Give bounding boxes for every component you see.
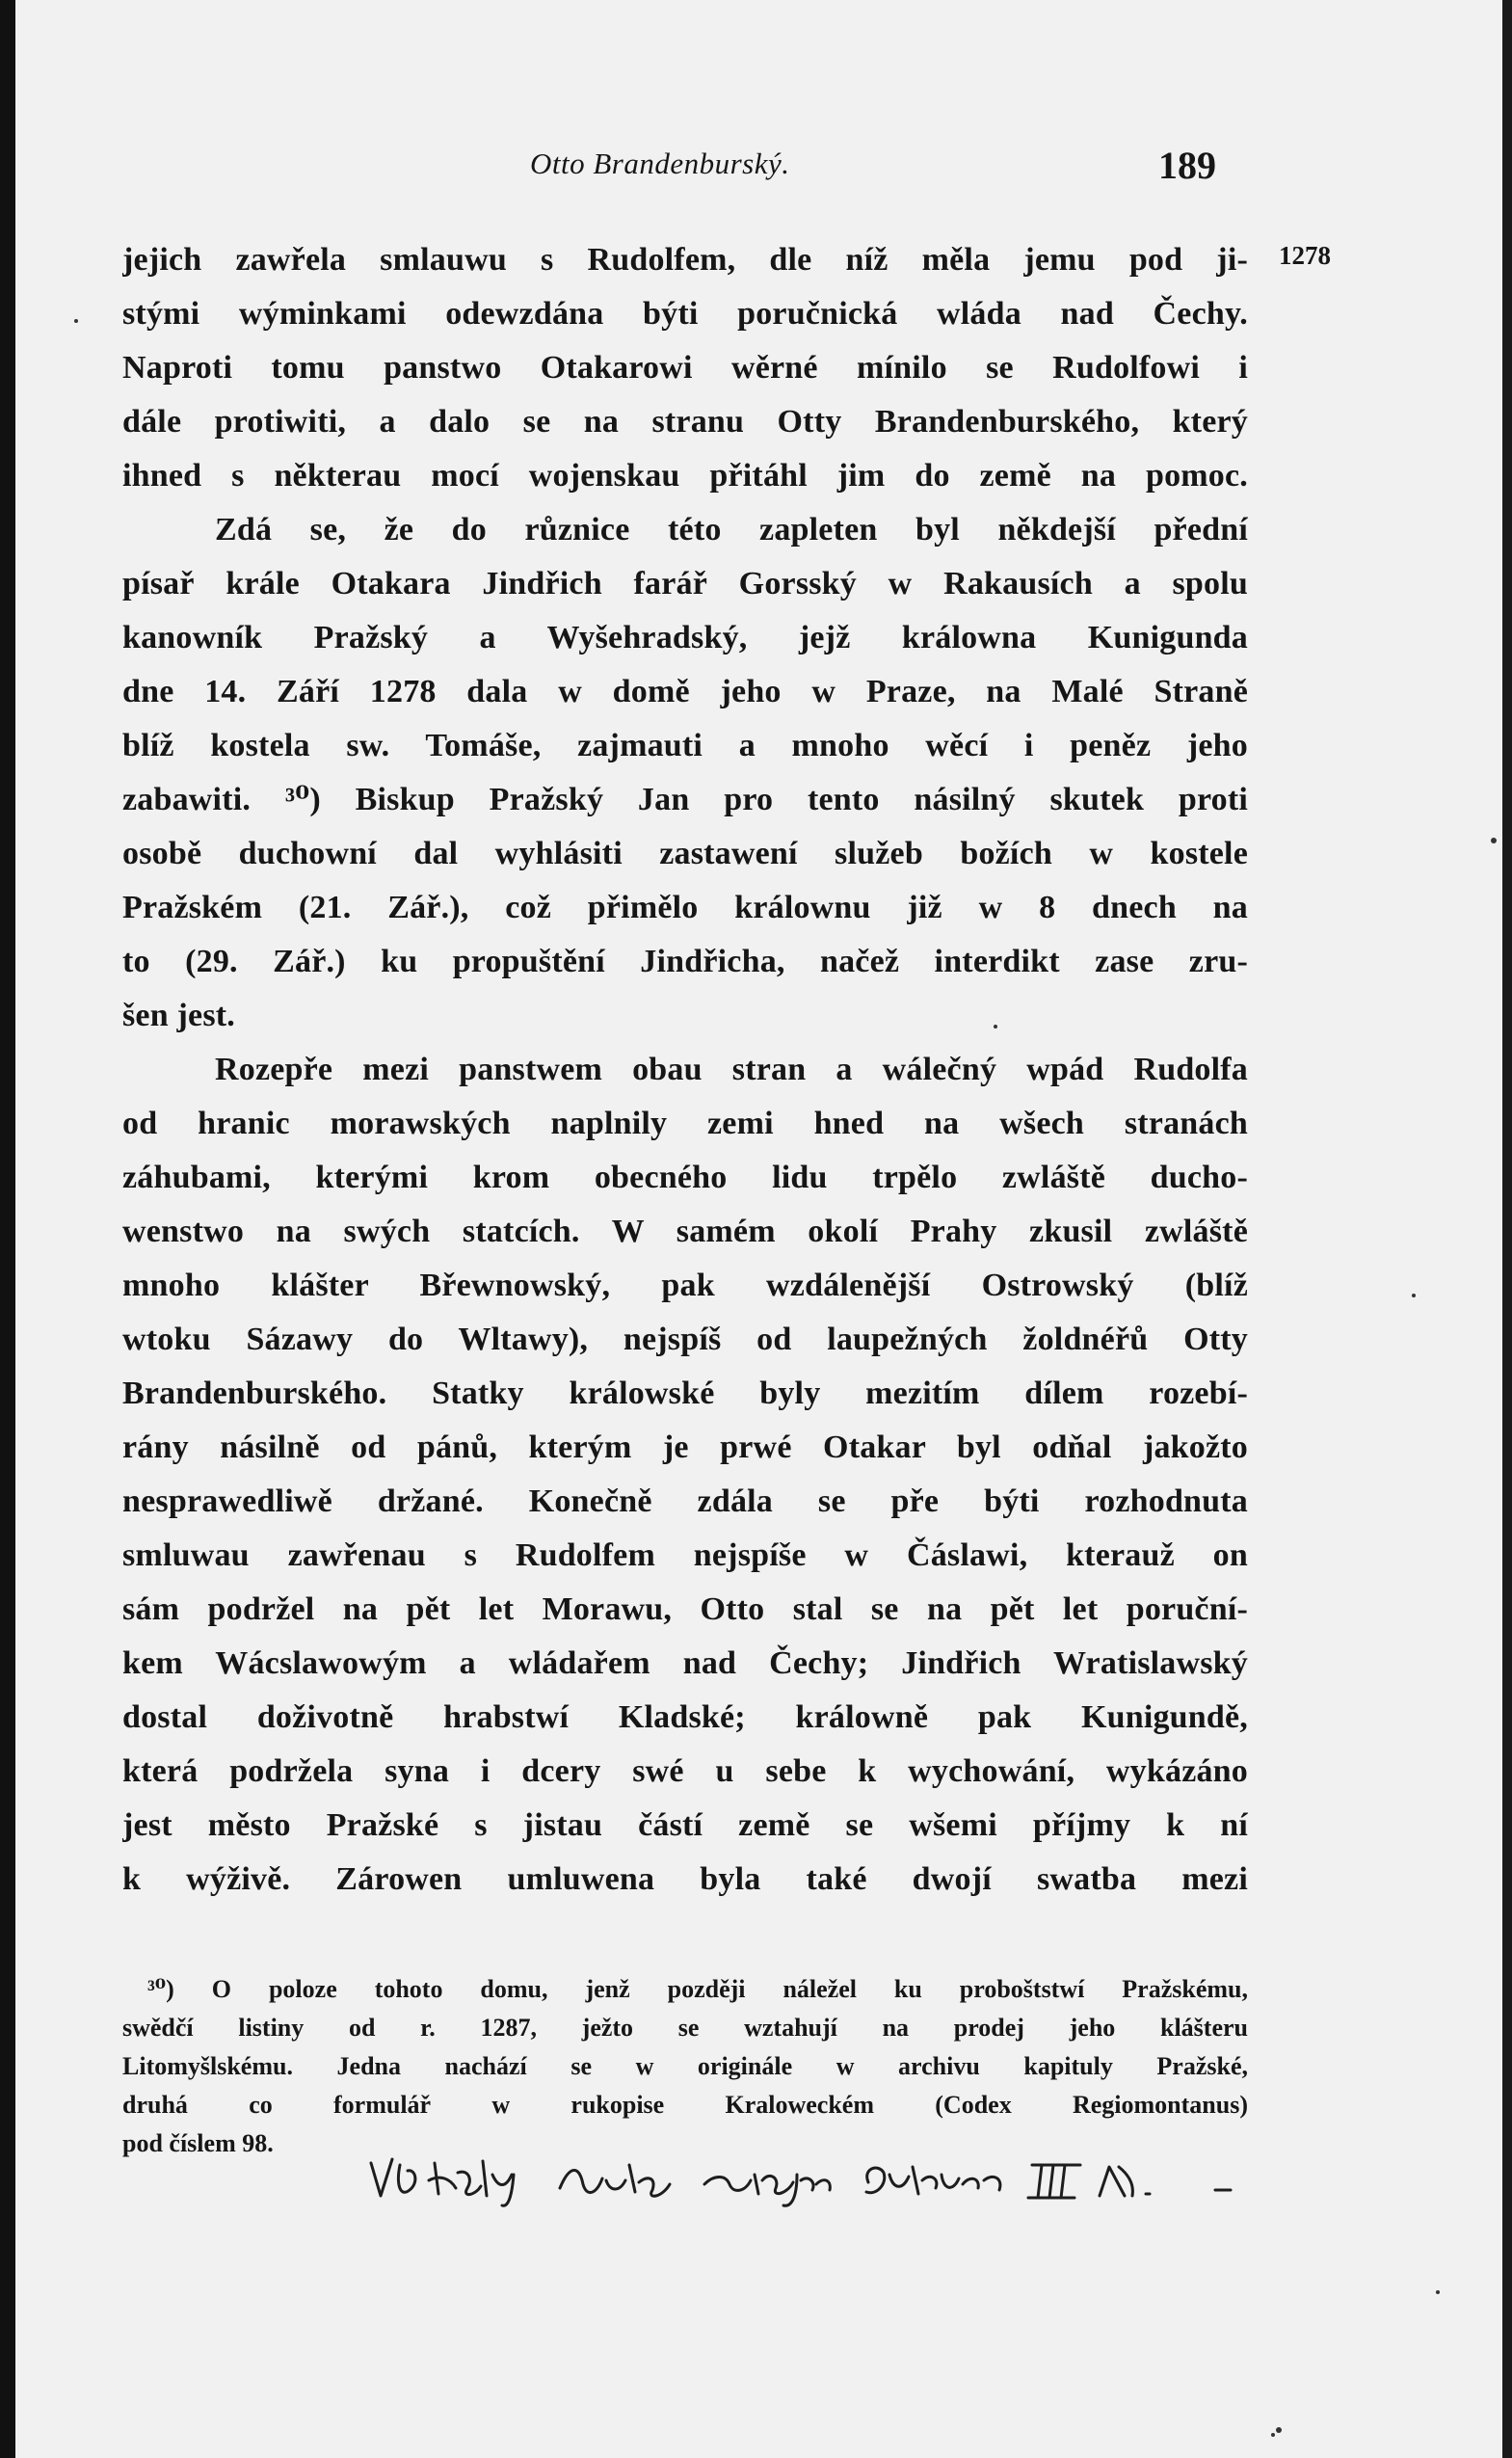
text-line: zabawiti. ³⁰) Biskup Pražský Jan pro tento násilný skutek proti bbox=[122, 782, 1248, 817]
text-line: to (29. Zář.) ku propuštění Jindřicha, načež interdikt zase zru- bbox=[122, 944, 1248, 979]
scan-edge-right bbox=[1502, 0, 1512, 2458]
text-line: ihned s některau mocí wojenskau přitáhl jim do země na pomoc. bbox=[122, 458, 1248, 494]
scan-edge-left bbox=[0, 0, 15, 2458]
text-line: Brandenburského. Statky králowské byly mezitím dílem rozebí- bbox=[122, 1376, 1248, 1411]
text-line: Rozepře mezi panstwem obau stran a wálečný wpád Rudolfa bbox=[215, 1052, 1248, 1087]
text-line: písař krále Otakara Jindřich farář Gorsský w Rakausích a spolu bbox=[122, 566, 1248, 601]
text-line: záhubami, kterými krom obecného lidu trpělo zwláště ducho- bbox=[122, 1160, 1248, 1195]
text-line: k wýživě. Zárowen umluwena byla také dwojí swatba mezi bbox=[122, 1861, 1248, 1897]
text-line: wenstwo na swých statcích. W samém okolí Prahy zkusil zwláště bbox=[122, 1214, 1248, 1249]
body-text bbox=[122, 233, 1248, 1907]
text-line: stými wýminkami odewzdána býti poručnická wláda nad Čechy. bbox=[122, 296, 1248, 332]
book-page bbox=[15, 0, 1502, 2458]
text-line: jest město Pražské s jistau částí země se wšemi příjmy k ní bbox=[122, 1807, 1248, 1843]
text-line: smluwau zawřenau s Rudolfem nejspíše w Čáslawi, kterauž on bbox=[122, 1537, 1248, 1573]
running-head: Otto Brandenburský. bbox=[530, 147, 790, 180]
text-line: Pražském (21. Zář.), což přimělo králownu již w 8 dnech na bbox=[122, 890, 1248, 925]
paragraph-1 bbox=[122, 233, 1248, 503]
footnote-line: Litomyšlskému. Jedna nachází se w originále w archivu kapituly Pražské, bbox=[122, 2052, 1248, 2080]
text-line: Naproti tomu panstwo Otakarowi wěrné mínilo se Rudolfowi i bbox=[122, 350, 1248, 386]
text-line: rány násilně od pánů, kterým je prwé Otakar byl odňal jakožto bbox=[122, 1429, 1248, 1465]
text-line: osobě duchowní dal wyhlásiti zastawení služeb božích w kostele bbox=[122, 836, 1248, 871]
text-line: od hranic morawských naplnily zemi hned na wšech stranách bbox=[122, 1106, 1248, 1141]
text-line: jejich zawřela smlauwu s Rudolfem, dle níž měla jemu pod ji- bbox=[122, 242, 1248, 278]
footnote-line: ³⁰) O poloze tohoto domu, jenž později náležel ku proboštstwí Pražskému, bbox=[147, 1975, 1248, 2003]
footnote-line: pod číslem 98. bbox=[122, 2129, 274, 2157]
text-line: která podržela syna i dcery swé u sebe k wychowání, wykázáno bbox=[122, 1753, 1248, 1789]
text-line: Zdá se, že do různice této zapleten byl někdejší přední bbox=[215, 512, 1248, 548]
footnote-line: druhá co formulář w rukopise Kraloweckém (Codex Regiomontanus) bbox=[122, 2091, 1248, 2119]
text-line: sám podržel na pět let Morawu, Otto stal se na pět let poruční- bbox=[122, 1591, 1248, 1627]
handwritten-annotation bbox=[367, 2146, 1244, 2213]
text-line: wtoku Sázawy do Wltawy), nejspíš od laupežných žoldnéřů Otty bbox=[122, 1322, 1248, 1357]
text-line: dne 14. Září 1278 dala w domě jeho w Praze, na Malé Straně bbox=[122, 674, 1248, 709]
text-line: šen jest. bbox=[122, 998, 235, 1033]
text-line: mnoho klášter Břewnowský, pak wzdálenější Ostrowský (blíž bbox=[122, 1268, 1248, 1303]
footnote bbox=[122, 1970, 1248, 2163]
text-line: blíž kostela sw. Tomáše, zajmauti a mnoho wěcí i peněz jeho bbox=[122, 728, 1248, 763]
paragraph-2 bbox=[122, 503, 1248, 1043]
paragraph-3 bbox=[122, 1043, 1248, 1907]
text-line: kanowník Pražský a Wyšehradský, jejž králowna Kunigunda bbox=[122, 620, 1248, 655]
footnote-line: swědčí listiny od r. 1287, ježto se wztahují na prodej jeho klášteru bbox=[122, 2014, 1248, 2042]
page-number: 189 bbox=[1158, 144, 1216, 187]
text-line: kem Wácslawowým a wládařem nad Čechy; Jindřich Wratislawský bbox=[122, 1645, 1248, 1681]
margin-year-note: 1278 bbox=[1279, 241, 1331, 270]
page-header bbox=[15, 145, 1502, 202]
text-line: nesprawedliwě držané. Konečně zdála se pře býti rozhodnuta bbox=[122, 1483, 1248, 1519]
text-line: dále protiwiti, a dalo se na stranu Otty Brandenburského, který bbox=[122, 404, 1248, 440]
text-line: dostal doživotně hrabstwí Kladské; králowně pak Kunigundě, bbox=[122, 1699, 1248, 1735]
